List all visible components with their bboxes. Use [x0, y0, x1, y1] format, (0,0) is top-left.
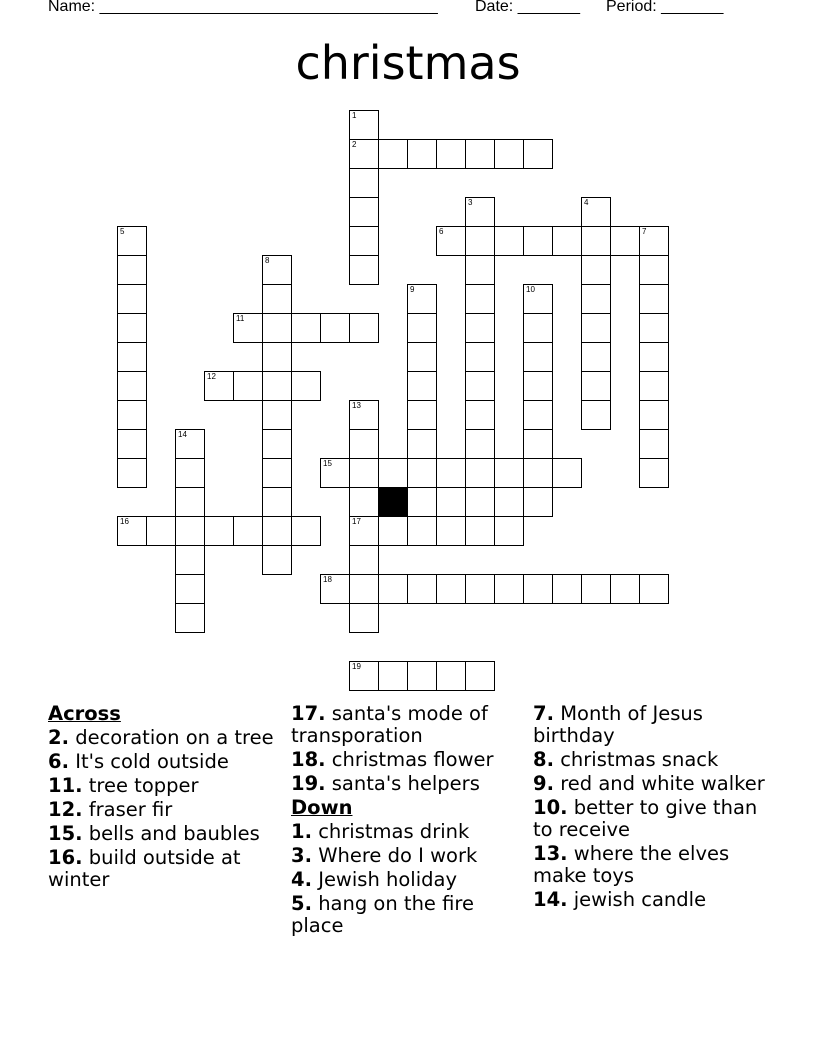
clue-number: 16. [48, 846, 83, 869]
grid-cell[interactable] [291, 371, 321, 401]
grid-cell[interactable] [523, 400, 553, 430]
grid-cell[interactable] [117, 313, 147, 343]
grid-cell[interactable] [436, 516, 466, 546]
grid-cell[interactable] [407, 429, 437, 459]
clue-text: christmas flower [331, 748, 494, 771]
grid-cell[interactable] [320, 458, 350, 488]
clues-column-1 [48, 703, 284, 893]
grid-cell[interactable] [262, 458, 292, 488]
grid-cell[interactable] [465, 661, 495, 691]
grid-cell[interactable] [465, 255, 495, 285]
grid-cell[interactable] [291, 516, 321, 546]
grid-cell[interactable] [262, 516, 292, 546]
grid-cell[interactable] [465, 400, 495, 430]
clue-number-label: 17 [352, 517, 361, 526]
grid-cell[interactable] [378, 516, 408, 546]
grid-cell[interactable] [117, 255, 147, 285]
clue-number: 3. [291, 844, 312, 867]
across-clue [48, 847, 284, 891]
grid-cell[interactable] [349, 313, 379, 343]
grid-cell[interactable] [349, 255, 379, 285]
clue-text: Month of Jesus birthday [533, 702, 703, 747]
clue-text: build outside at winter [48, 846, 241, 891]
grid-cell[interactable] [552, 574, 582, 604]
clue-number: 12. [48, 798, 83, 821]
clue-number: 4. [291, 868, 312, 891]
clue-number: 13. [533, 842, 568, 865]
clue-text: It's cold outside [75, 750, 229, 773]
grid-cell[interactable] [262, 400, 292, 430]
grid-cell[interactable] [407, 487, 437, 517]
grid-cell[interactable] [639, 284, 669, 314]
across-clue [291, 749, 527, 771]
grid-cell[interactable] [407, 458, 437, 488]
clue-number: 14. [533, 888, 568, 911]
clue-number-label: 7 [642, 227, 647, 236]
grid-cell[interactable] [436, 661, 466, 691]
grid-cell[interactable] [610, 226, 640, 256]
grid-cell[interactable] [581, 226, 611, 256]
period-field-label: Period: _______ [606, 0, 724, 15]
grid-cell[interactable] [581, 574, 611, 604]
grid-cell[interactable] [494, 516, 524, 546]
grid-cell[interactable] [407, 313, 437, 343]
grid-cell[interactable] [378, 574, 408, 604]
grid-cell[interactable] [320, 313, 350, 343]
grid-cell[interactable] [349, 545, 379, 575]
grid-cell[interactable] [552, 458, 582, 488]
name-field-label: Name: ______________________________________ [48, 0, 438, 15]
grid-cell[interactable] [581, 197, 611, 227]
grid-cell[interactable] [175, 574, 205, 604]
down-clue [533, 773, 769, 795]
clue-number-label: 13 [352, 401, 361, 410]
clue-text: Jewish holiday [318, 868, 458, 891]
grid-cell[interactable] [349, 139, 379, 169]
clue-number-label: 10 [526, 285, 535, 294]
grid-cell[interactable] [465, 371, 495, 401]
grid-cell[interactable] [494, 574, 524, 604]
grid-cell[interactable] [639, 574, 669, 604]
grid-cell[interactable] [378, 458, 408, 488]
grid-cell[interactable] [349, 574, 379, 604]
grid-cell[interactable] [146, 516, 176, 546]
grid-cell[interactable] [262, 342, 292, 372]
down-clue [291, 845, 527, 867]
clue-number: 10. [533, 796, 568, 819]
grid-cell[interactable] [407, 400, 437, 430]
grid-cell[interactable] [465, 226, 495, 256]
clue-number-label: 2 [352, 140, 357, 149]
grid-cell[interactable] [465, 342, 495, 372]
grid-cell[interactable] [407, 516, 437, 546]
grid-cell[interactable] [204, 516, 234, 546]
grid-cell[interactable] [262, 313, 292, 343]
clue-number: 2. [48, 726, 69, 749]
grid-cell[interactable] [262, 371, 292, 401]
grid-cell[interactable] [378, 661, 408, 691]
across-clue [48, 775, 284, 797]
clue-number: 9. [533, 772, 554, 795]
grid-cell[interactable] [639, 255, 669, 285]
grid-cell[interactable] [378, 139, 408, 169]
clue-number-label: 14 [178, 430, 187, 439]
clue-number: 15. [48, 822, 83, 845]
clue-text: christmas snack [560, 748, 719, 771]
grid-cell[interactable] [436, 574, 466, 604]
grid-cell[interactable] [407, 371, 437, 401]
grid-cell[interactable] [349, 168, 379, 198]
grid-cell[interactable] [523, 313, 553, 343]
clue-number-label: 6 [439, 227, 444, 236]
grid-cell[interactable] [117, 516, 147, 546]
grid-cell[interactable] [320, 574, 350, 604]
grid-cell[interactable] [523, 226, 553, 256]
clue-number: 17. [291, 702, 326, 725]
clue-text: bells and baubles [88, 822, 260, 845]
grid-cell[interactable] [436, 139, 466, 169]
grid-cell[interactable] [349, 110, 379, 140]
down-clue [291, 821, 527, 843]
down-clue [533, 797, 769, 841]
across-clue [48, 799, 284, 821]
clue-number-label: 8 [265, 256, 270, 265]
grid-cell[interactable] [465, 429, 495, 459]
clues-column-2 [291, 703, 527, 939]
grid-cell[interactable] [465, 516, 495, 546]
clue-number: 8. [533, 748, 554, 771]
grid-cell[interactable] [175, 545, 205, 575]
clue-number: 1. [291, 820, 312, 843]
clue-number-label: 19 [352, 662, 361, 671]
clue-number-label: 12 [207, 372, 216, 381]
clue-number: 11. [48, 774, 83, 797]
black-cell [378, 487, 408, 517]
grid-cell[interactable] [581, 313, 611, 343]
grid-cell[interactable] [523, 139, 553, 169]
clues-column-3 [533, 703, 769, 913]
across-heading: Across [48, 702, 121, 725]
clue-text: red and white walker [560, 772, 765, 795]
grid-cell[interactable] [262, 487, 292, 517]
grid-cell[interactable] [465, 313, 495, 343]
down-clue [291, 893, 527, 937]
grid-cell[interactable] [175, 429, 205, 459]
grid-cell[interactable] [523, 429, 553, 459]
clue-number: 6. [48, 750, 69, 773]
across-clue [291, 773, 527, 795]
clue-text: santa's mode of transporation [291, 702, 488, 747]
grid-cell[interactable] [523, 487, 553, 517]
grid-cell[interactable] [639, 342, 669, 372]
grid-cell[interactable] [233, 516, 263, 546]
clue-number-label: 4 [584, 198, 589, 207]
grid-cell[interactable] [407, 661, 437, 691]
clue-number: 5. [291, 892, 312, 915]
clue-number-label: 18 [323, 575, 332, 584]
grid-cell[interactable] [117, 400, 147, 430]
grid-cell[interactable] [117, 458, 147, 488]
down-clue [291, 869, 527, 891]
grid-cell[interactable] [639, 429, 669, 459]
grid-cell[interactable] [523, 574, 553, 604]
grid-cell[interactable] [465, 197, 495, 227]
clue-number: 18. [291, 748, 326, 771]
grid-cell[interactable] [349, 516, 379, 546]
grid-cell[interactable] [349, 487, 379, 517]
grid-cell[interactable] [639, 313, 669, 343]
clue-number: 7. [533, 702, 554, 725]
puzzle-title: christmas [295, 36, 521, 90]
grid-cell[interactable] [407, 342, 437, 372]
grid-cell[interactable] [175, 516, 205, 546]
grid-cell[interactable] [349, 603, 379, 633]
grid-cell[interactable] [233, 313, 263, 343]
clue-number: 19. [291, 772, 326, 795]
grid-cell[interactable] [581, 255, 611, 285]
grid-cell[interactable] [581, 371, 611, 401]
down-clue [533, 749, 769, 771]
grid-cell[interactable] [610, 574, 640, 604]
grid-cell[interactable] [349, 458, 379, 488]
clue-number-label: 5 [120, 227, 125, 236]
clue-number-label: 1 [352, 111, 357, 120]
clue-text: tree topper [88, 774, 199, 797]
grid-cell[interactable] [465, 284, 495, 314]
grid-cell[interactable] [639, 371, 669, 401]
grid-cell[interactable] [523, 371, 553, 401]
clue-number-label: 3 [468, 198, 473, 207]
grid-cell[interactable] [436, 458, 466, 488]
clue-text: fraser fir [88, 798, 173, 821]
grid-cell[interactable] [349, 400, 379, 430]
grid-cell[interactable] [117, 371, 147, 401]
clue-text: where the elves make toys [533, 842, 730, 887]
across-clue [48, 727, 284, 749]
grid-cell[interactable] [175, 487, 205, 517]
clue-text: decoration on a tree [75, 726, 274, 749]
grid-cell[interactable] [581, 400, 611, 430]
grid-cell[interactable] [494, 139, 524, 169]
grid-cell[interactable] [552, 226, 582, 256]
grid-cell[interactable] [262, 545, 292, 575]
grid-cell[interactable] [349, 226, 379, 256]
grid-cell[interactable] [117, 429, 147, 459]
grid-cell[interactable] [204, 371, 234, 401]
grid-cell[interactable] [639, 400, 669, 430]
grid-cell[interactable] [465, 139, 495, 169]
grid-cell[interactable] [233, 371, 263, 401]
clue-text: better to give than to receive [533, 796, 758, 841]
grid-cell[interactable] [117, 342, 147, 372]
date-field-label: Date: _______ [475, 0, 580, 15]
clue-text: santa's helpers [331, 772, 480, 795]
clue-text: jewish candle [573, 888, 707, 911]
clue-number-label: 16 [120, 517, 129, 526]
grid-cell[interactable] [581, 284, 611, 314]
grid-cell[interactable] [639, 458, 669, 488]
grid-cell[interactable] [407, 139, 437, 169]
grid-cell[interactable] [523, 284, 553, 314]
grid-cell[interactable] [436, 226, 466, 256]
clue-number-label: 15 [323, 459, 332, 468]
grid-cell[interactable] [494, 226, 524, 256]
grid-cell[interactable] [117, 226, 147, 256]
across-clue [291, 703, 527, 747]
grid-cell[interactable] [465, 487, 495, 517]
clue-text: christmas drink [318, 820, 470, 843]
across-clue [48, 751, 284, 773]
grid-cell[interactable] [407, 284, 437, 314]
down-heading: Down [291, 796, 353, 819]
grid-cell[interactable] [494, 458, 524, 488]
grid-cell[interactable] [465, 458, 495, 488]
grid-cell[interactable] [262, 255, 292, 285]
grid-cell[interactable] [262, 284, 292, 314]
clue-number-label: 9 [410, 285, 415, 294]
grid-cell[interactable] [581, 342, 611, 372]
clue-text: Where do I work [318, 844, 478, 867]
grid-cell[interactable] [523, 458, 553, 488]
grid-cell[interactable] [175, 458, 205, 488]
grid-cell[interactable] [291, 313, 321, 343]
grid-cell[interactable] [349, 429, 379, 459]
grid-cell[interactable] [523, 342, 553, 372]
clue-number-label: 11 [236, 314, 245, 323]
grid-cell[interactable] [407, 574, 437, 604]
grid-cell[interactable] [117, 284, 147, 314]
grid-cell[interactable] [175, 603, 205, 633]
down-clue [533, 843, 769, 887]
grid-cell[interactable] [465, 574, 495, 604]
grid-cell[interactable] [639, 226, 669, 256]
grid-cell[interactable] [349, 661, 379, 691]
clue-text: hang on the fire place [291, 892, 474, 937]
grid-cell[interactable] [349, 197, 379, 227]
grid-cell[interactable] [262, 429, 292, 459]
down-clue [533, 889, 769, 911]
down-clue [533, 703, 769, 747]
across-clue [48, 823, 284, 845]
